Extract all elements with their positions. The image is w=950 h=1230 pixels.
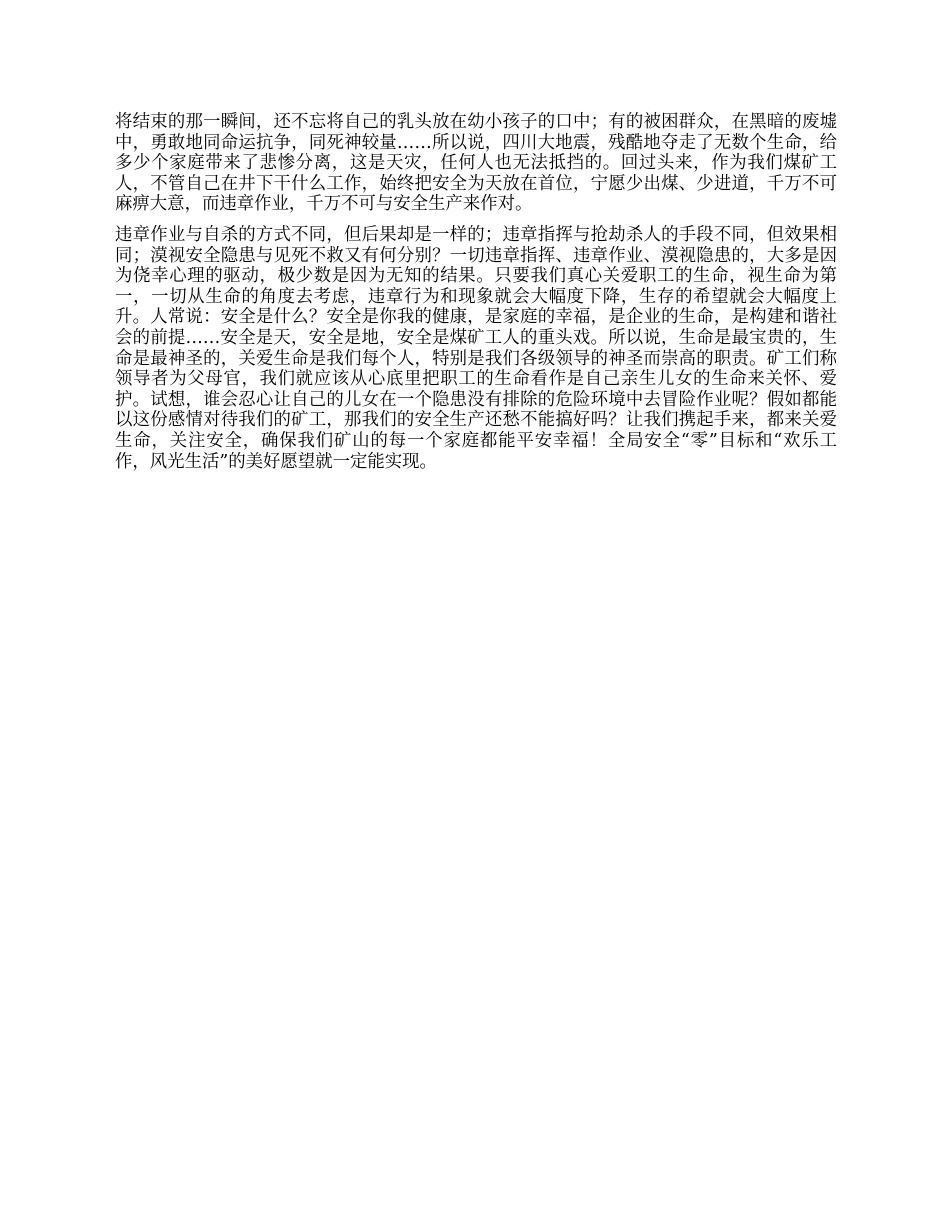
document-body xyxy=(115,112,837,482)
paragraph-2: 违章作业与自杀的方式不同，但后果却是一样的；违章指挥与抢劫杀人的手段不同，但效果相同；漠视安全隐患与见死不救又有何分别？一切违章指挥、违章作业、漠视隐患的，大多是因为侥幸心理的驱动，极少数是因为无知的结果。只要我们真心关爱职工的生命，视生命为第一，一切从生命的角度去考虑，违章行为和现象就会大幅度下降，生存的希望就会大幅度上升。人常说：安全是什么？安全是你我的健康，是家庭的幸福，是企业的生命，是构建和谐社会的前提……安全是天，安全是地，安全是煤矿工人的重头戏。所以说，生命是最宝贵的，生命是最神圣的，关爱生命是我们每个人，特别是我们各级领导的神圣而崇高的职责。矿工们称领导者为父母官，我们就应该从心底里把职工的生命看作是自己亲生儿女的生命来关怀、爱护。试想，谁会忍心让自己的儿女在一个隐患没有排除的危险环境中去冒险作业呢？假如都能以这份感情对待我们的矿工，那我们的安全生产还愁不能搞好吗？让我们携起手来，都来关爱生命，关注安全，确保我们矿山的每一个家庭都能平安幸福！全局安全“零”目标和“欢乐工作，风光生活”的美好愿望就一定能实现。 xyxy=(115,224,837,472)
paragraph-1: 将结束的那一瞬间，还不忘将自己的乳头放在幼小孩子的口中；有的被困群众，在黑暗的废墟中，勇敢地同命运抗争，同死神较量……所以说，四川大地震，残酷地夺走了无数个生命，给多少个家庭带来了悲惨分离，这是天灾，任何人也无法抵挡的。回过头来，作为我们煤矿工人，不管自己在井下干什么工作，始终把安全为天放在首位，宁愿少出煤、少进道，千万不可麻痹大意，而违章作业，千万不可与安全生产来作对。 xyxy=(115,112,837,215)
